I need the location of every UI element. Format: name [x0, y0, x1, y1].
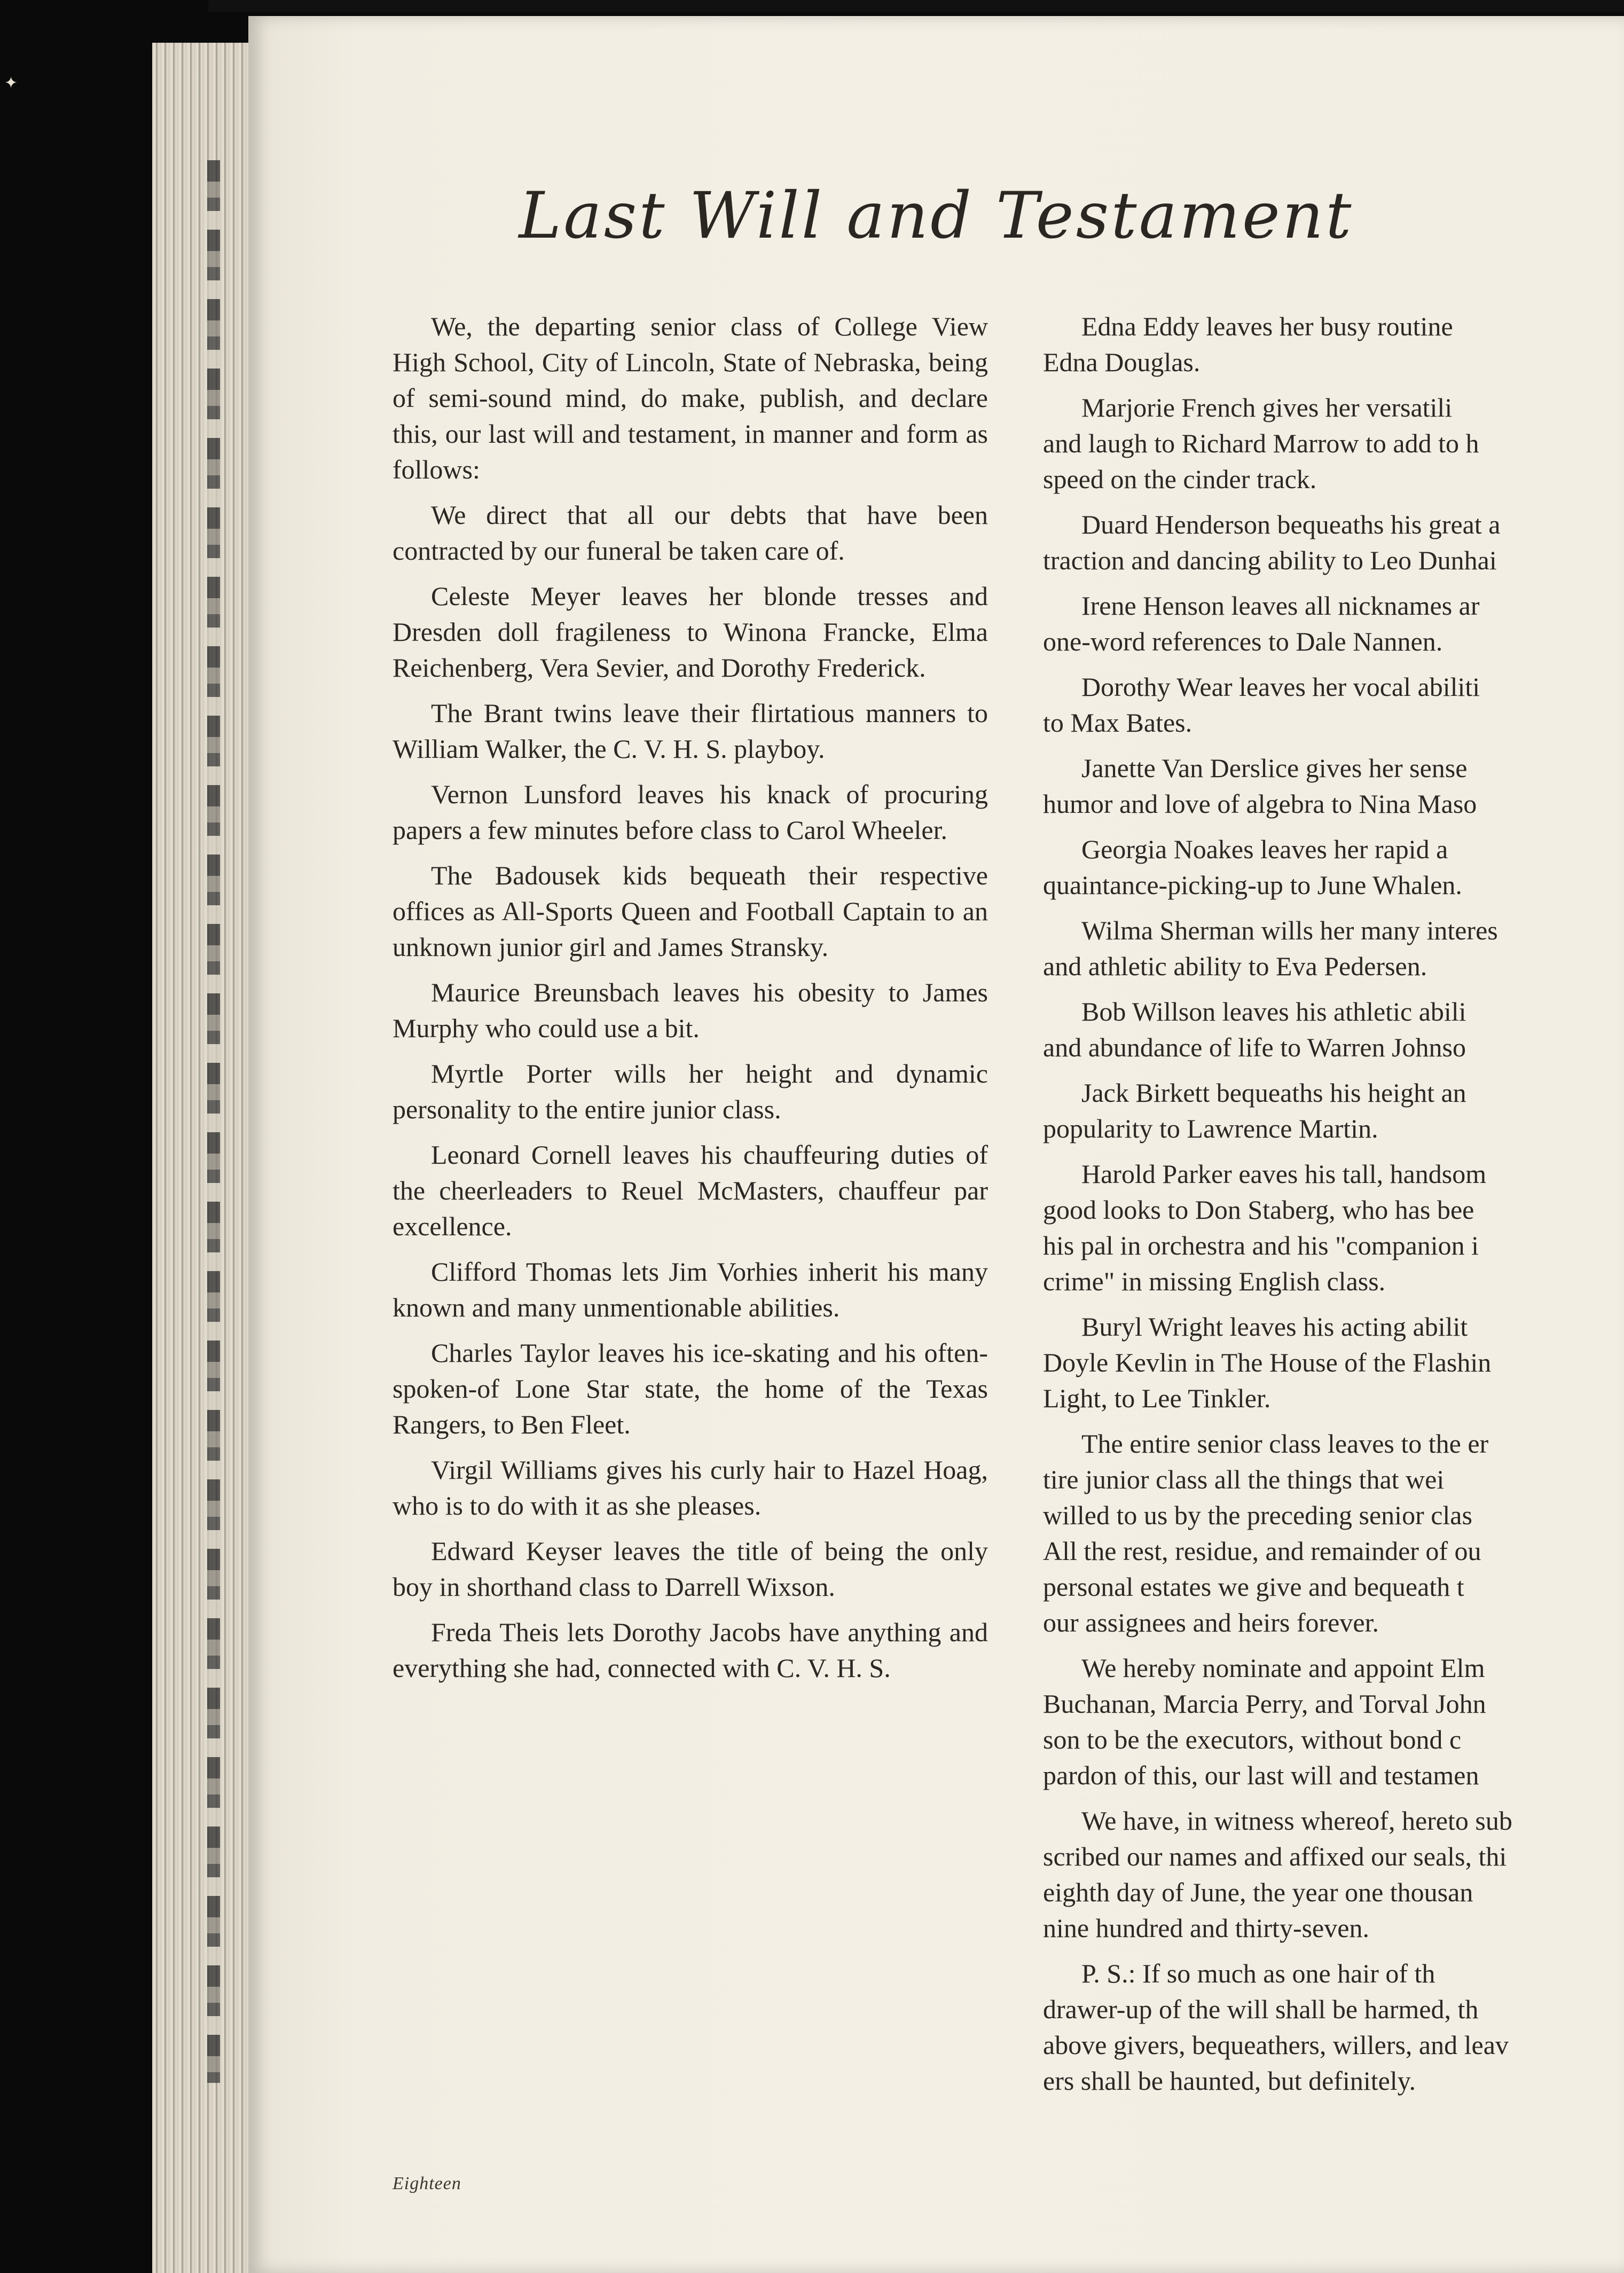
text-line: Irene Henson leaves all nicknames ar	[1081, 591, 1480, 621]
text-line: P. S.: If so much as one hair of th	[1081, 1958, 1435, 1988]
paragraph: Myrtle Porter wills her height and dynamic personality to the entire junior class.	[393, 1059, 988, 1124]
text-line: humor and love of algebra to Nina Maso	[1043, 789, 1477, 819]
text-line: Bob Willson leaves his athletic abili	[1081, 997, 1466, 1026]
paragraph: Clifford Thomas lets Jim Vorhies inherit his many known and many unmentionable abilities.	[393, 1257, 988, 1322]
paragraph	[1043, 507, 1624, 578]
text-line: scribed our names and affixed our seals, thi	[1043, 1841, 1507, 1871]
text-line: his pal in orchestra and his "companion i	[1043, 1230, 1479, 1260]
text-line: one-word references to Dale Nannen.	[1043, 626, 1443, 656]
text-line: quaintance-picking-up to June Whalen.	[1043, 870, 1462, 900]
right-column	[1043, 309, 1624, 2109]
text-line: above givers, bequeathers, willers, and leav	[1043, 2030, 1509, 2060]
binding-spine	[207, 160, 220, 2083]
paragraph	[1043, 1426, 1624, 1641]
paragraph	[1043, 750, 1624, 822]
text-line: to Max Bates.	[1043, 708, 1192, 738]
text-line: Jack Birkett bequeaths his height an	[1081, 1078, 1466, 1108]
paragraph: We direct that all our debts that have been contracted by our funeral be taken care of.	[393, 500, 988, 566]
text-line: popularity to Lawrence Martin.	[1043, 1114, 1378, 1143]
paragraph: Charles Taylor leaves his ice-skating and his often-spoken-of Lone Star state, the home of the Texas Rangers, to Ben Fleet.	[393, 1338, 988, 1439]
paragraph	[1043, 1156, 1624, 1299]
page-stack-edges	[152, 43, 254, 2273]
text-line: All the rest, residue, and remainder of ou	[1043, 1536, 1481, 1566]
text-line: tire junior class all the things that wei	[1043, 1464, 1445, 1494]
paragraph	[1043, 832, 1624, 903]
text-line: traction and dancing ability to Leo Dunhai	[1043, 545, 1497, 575]
paragraph	[1043, 1650, 1624, 1793]
paragraph: The Badousek kids bequeath their respective offices as All-Sports Queen and Football Captain to an unknown junior girl and James Stransky.	[393, 860, 988, 962]
text-line: Light, to Lee Tinkler.	[1043, 1383, 1271, 1413]
paragraph: Leonard Cornell leaves his chauffeuring duties of the cheerleaders to Reuel McMasters, chauffeur par excellence.	[393, 1140, 988, 1241]
text-line: Marjorie French gives her versatili	[1081, 393, 1453, 422]
text-line: eighth day of June, the year one thousan	[1043, 1877, 1473, 1907]
paragraph	[1043, 669, 1624, 741]
text-line: and laugh to Richard Marrow to add to h	[1043, 428, 1479, 458]
text-line: and athletic ability to Eva Pedersen.	[1043, 951, 1427, 981]
text-line: good looks to Don Staberg, who has bee	[1043, 1195, 1474, 1225]
top-dark-band	[208, 0, 1624, 12]
text-line: We hereby nominate and appoint Elm	[1081, 1653, 1485, 1683]
text-line: son to be the executors, without bond c	[1043, 1725, 1462, 1754]
paragraph	[1043, 1309, 1624, 1416]
book-page	[248, 16, 1624, 2273]
dust-speck: ✦	[4, 74, 18, 92]
paragraph	[1043, 390, 1624, 497]
text-line: personal estates we give and bequeath t	[1043, 1572, 1464, 1602]
text-line: We have, in witness whereof, hereto sub	[1081, 1806, 1512, 1836]
text-line: Wilma Sherman wills her many interes	[1081, 915, 1498, 945]
paragraph: The Brant twins leave their flirtatious manners to William Walker, the C. V. H. S. playboy.	[393, 698, 988, 764]
paragraph	[1043, 1956, 1624, 2099]
paragraph: Celeste Meyer leaves her blonde tresses and Dresden doll fragileness to Winona Francke, Elma Reichenberg, Vera Sevier, and Dorothy Frederick.	[393, 581, 988, 683]
page-number: Eighteen	[393, 2174, 461, 2193]
paragraph	[1043, 994, 1624, 1065]
text-line: Janette Van Derslice gives her sense	[1081, 753, 1468, 783]
text-line: speed on the cinder track.	[1043, 464, 1317, 494]
paragraph	[1043, 309, 1624, 380]
text-line: and abundance of life to Warren Johnso	[1043, 1032, 1466, 1062]
text-line: pardon of this, our last will and testamen	[1043, 1760, 1479, 1790]
paragraph	[1043, 1803, 1624, 1946]
text-line: ers shall be haunted, but definitely.	[1043, 2066, 1416, 2096]
page-title: Last Will and Testament	[519, 179, 1354, 253]
text-line: drawer-up of the will shall be harmed, th	[1043, 1994, 1479, 2024]
text-line: our assignees and heirs forever.	[1043, 1608, 1379, 1637]
paragraph: We, the departing senior class of College View High School, City of Lincoln, State of Nebraska, being of semi-sound mind, do make, publish, and declare this, our last will and testament, in manner and form as follows:	[393, 311, 988, 484]
paragraph	[1043, 588, 1624, 660]
text-line: Dorothy Wear leaves her vocal abiliti	[1081, 672, 1480, 702]
paragraph: Virgil Williams gives his curly hair to Hazel Hoag, who is to do with it as she pleases.	[393, 1455, 988, 1520]
text-line: nine hundred and thirty-seven.	[1043, 1913, 1369, 1943]
paragraph: Freda Theis lets Dorothy Jacobs have anything and everything she had, connected with C. V. H. S.	[393, 1617, 988, 1683]
text-line: Doyle Kevlin in The House of the Flashin	[1043, 1347, 1492, 1377]
paragraph: Edward Keyser leaves the title of being the only boy in shorthand class to Darrell Wixson.	[393, 1536, 988, 1602]
paragraph	[1043, 913, 1624, 984]
text-line: Harold Parker eaves his tall, handsom	[1081, 1159, 1487, 1189]
text-line: Edna Douglas.	[1043, 347, 1201, 377]
text-line: The entire senior class leaves to the er	[1081, 1429, 1489, 1459]
text-line: Duard Henderson bequeaths his great a	[1081, 510, 1501, 539]
text-line: Georgia Noakes leaves her rapid a	[1081, 834, 1448, 864]
paragraph	[1043, 1075, 1624, 1147]
left-column	[393, 309, 988, 1696]
text-line: willed to us by the preceding senior clas	[1043, 1500, 1472, 1530]
text-line: crime" in missing English class.	[1043, 1266, 1386, 1296]
text-line: Buchanan, Marcia Perry, and Torval John	[1043, 1689, 1486, 1719]
text-line: Edna Eddy leaves her busy routine	[1081, 311, 1453, 341]
paragraph: Vernon Lunsford leaves his knack of procuring papers a few minutes before class to Carol Wheeler.	[393, 779, 988, 845]
paragraph: Maurice Breunsbach leaves his obesity to James Murphy who could use a bit.	[393, 977, 988, 1043]
text-line: Buryl Wright leaves his acting abilit	[1081, 1312, 1468, 1342]
